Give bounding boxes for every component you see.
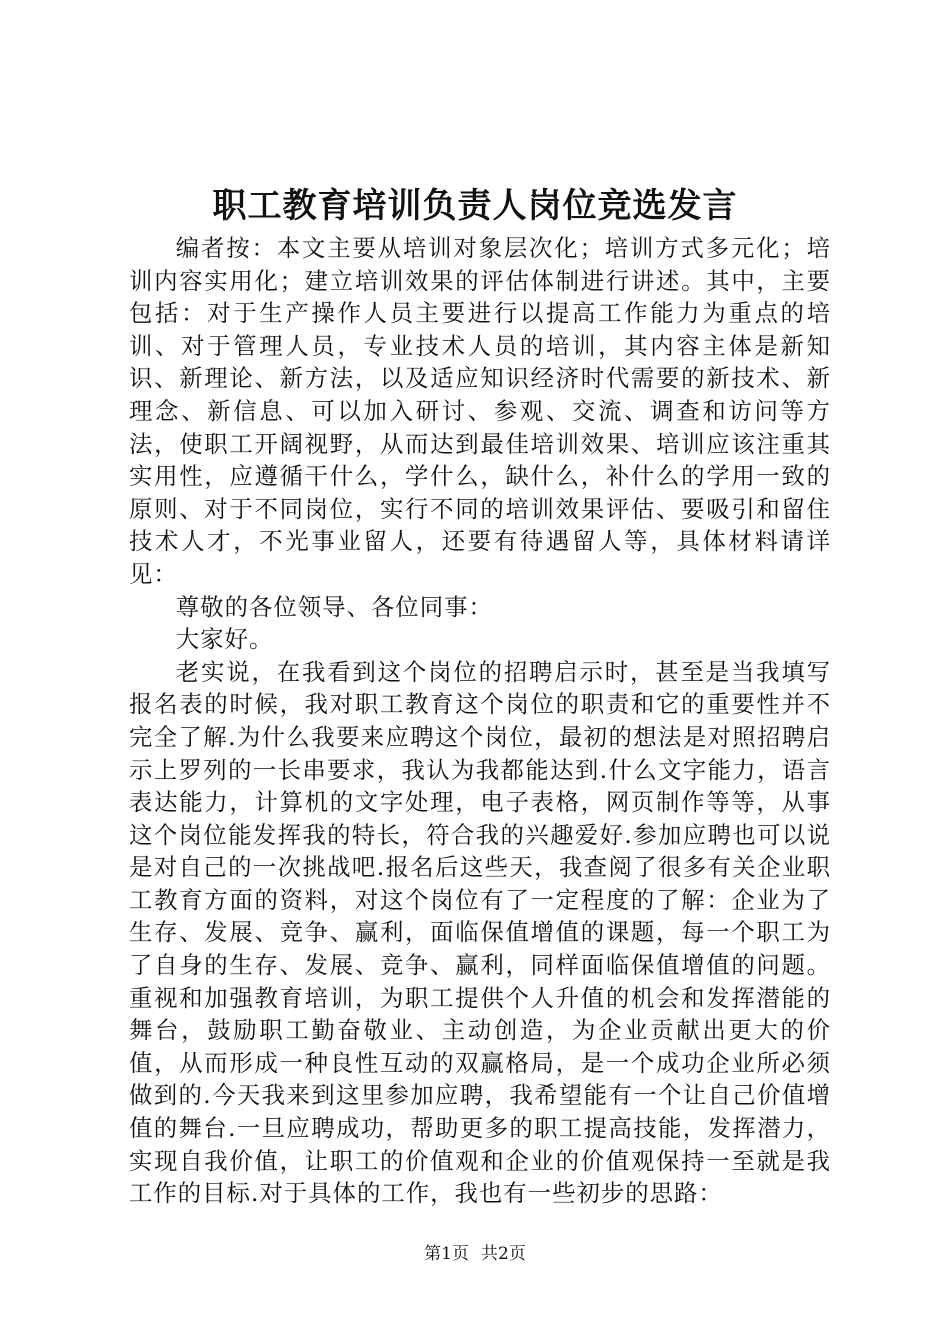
page-title: 职工教育培训负责人岗位竞选发言 — [212, 186, 738, 226]
page-footer — [0, 1242, 950, 1266]
salutation-paragraph: 尊敬的各位领导、各位同事： — [175, 592, 493, 621]
greeting-paragraph: 大家好。 — [175, 625, 274, 654]
editor-note-paragraph: 编者按：本文主要从培训对象层次化；培训方式多元化；培训内容实用化；建立培训效果的评估体制进行讲述。其中，主要包括：对于生产操作人员主要进行以提高工作能力为重点的培训、对于管理人员，专业技术人员的培训，其内容主体是新知识、新理论、新方法，以及适应知识经济时代需要的新技术、新理念、新信息、可以加入研讨、参观、交流、调查和访问等方法，使职工开阔视野，从而达到最佳培训效果、培训应该注重其实用性，应遵循干什么，学什么，缺什么，补什么的学用一致的原则、对于不同岗位，实行不同的培训效果评估、要吸引和留住技术人才，不光事业留人，还要有待遇留人等，具体材料请详见： — [129, 234, 831, 588]
page-total: 共2页 — [481, 1244, 526, 1264]
page-number: 第1页 — [424, 1244, 469, 1264]
main-paragraph: 老实说，在我看到这个岗位的招聘启示时，甚至是当我填写报名表的时候，我对职工教育这个岗位的职责和它的重要性并不完全了解.为什么我要来应聘这个岗位，最初的想法是对照招聘启示上罗列的一长串要求，我认为我都能达到.什么文字能力，语言表达能力，计算机的文字处理，电子表格，网页制作等等，从事这个岗位能发挥我的特长，符合我的兴趣爱好.参加应聘也可以说是对自己的一次挑战吧.报名后这些天，我查阅了很多有关企业职工教育方面的资料，对这个岗位有了一定程度的了解：企业为了生存、发展、竞争、赢利，面临保值增值的课题，每一个职工为了自身的生存、发展、竞争、赢利，同样面临保值增值的问题。重视和加强教育培训，为职工提供个人升值的机会和发挥潜能的舞台，鼓励职工勤奋敬业、主动创造，为企业贡献出更大的价值，从而形成一种良性互动的双赢格局，是一个成功企业所必须做到的.今天我来到这里参加应聘，我希望能有一个让自己价值增值的舞台.一旦应聘成功，帮助更多的职工提高技能，发挥潜力，实现自我价值，让职工的价值观和企业的价值观保持一至就是我工作的目标.对于具体的工作，我也有一些初步的思路： — [129, 657, 831, 1208]
document-body — [129, 232, 831, 1210]
